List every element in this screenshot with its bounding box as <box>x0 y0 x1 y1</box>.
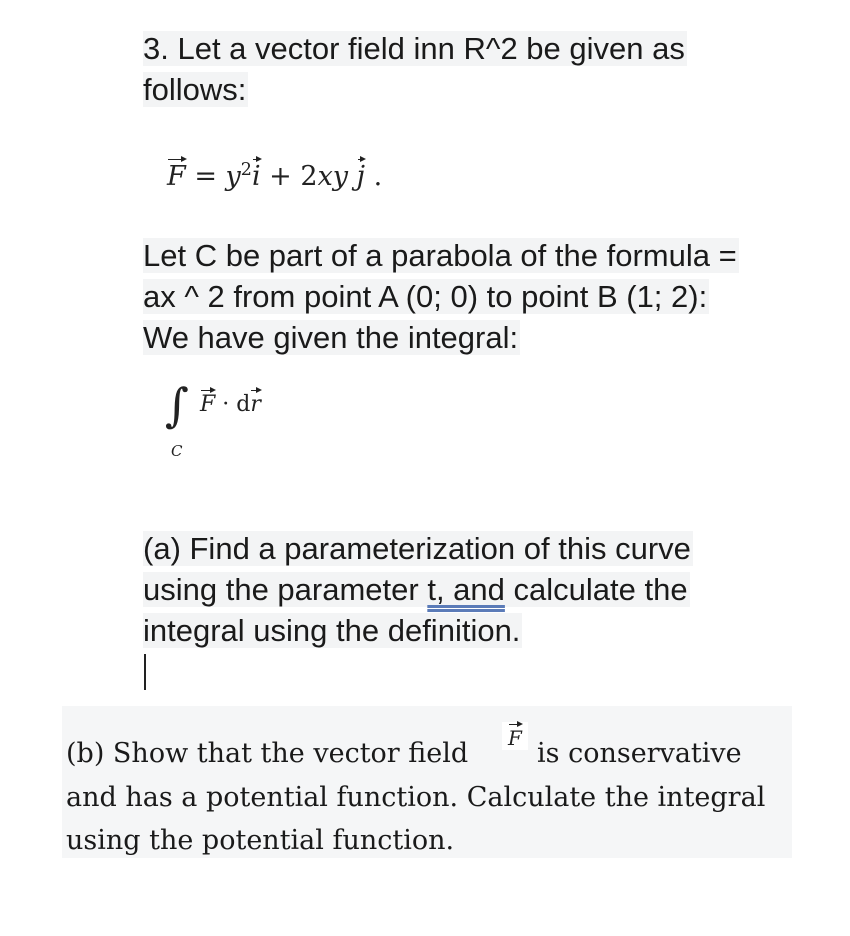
text-cursor <box>144 654 146 690</box>
intro-line-2: follows: <box>143 72 247 107</box>
part-b-line-1-end: is conservative <box>537 738 742 769</box>
vector-F-integrand: F <box>200 392 216 417</box>
part-a-line-1: (a) Find a parameterization of this curve <box>143 531 691 566</box>
intro-line-1: 3. Let a vector field inn R^2 be given as <box>143 31 685 66</box>
spellcheck-marked-text[interactable]: t, and <box>427 572 505 607</box>
vector-F-inline: F <box>508 726 522 750</box>
curve-line-2: ax ^ 2 from point A (0; 0) to point B (1; 2): <box>143 279 708 314</box>
integral-subscript: C <box>171 442 183 460</box>
part-b-line-2: and has a potential function. Calculate the integral <box>66 782 766 813</box>
vector-r: r <box>250 392 261 417</box>
part-b-line-1: (b) Show that the vector field <box>66 738 469 769</box>
vector-j: j <box>356 161 366 192</box>
part-a-line-3: integral using the definition. <box>143 613 521 648</box>
integral-sign: ∫ <box>165 378 189 432</box>
vector-F: F <box>167 161 186 192</box>
part-a-line-2: using the parameter t, and calculate the <box>143 572 688 607</box>
part-b-vector-image <box>502 722 528 750</box>
integral-expression: F · dr <box>200 392 261 417</box>
curve-line-3: We have given the integral: <box>143 320 519 355</box>
vector-i: i <box>251 161 261 192</box>
vector-field-equation: $F = y^2i + 2xy$ j . <box>167 160 383 192</box>
curve-line-1: Let C be part of a parabola of the formula = <box>143 238 737 273</box>
part-b-line-3: using the potential function. <box>66 825 455 856</box>
